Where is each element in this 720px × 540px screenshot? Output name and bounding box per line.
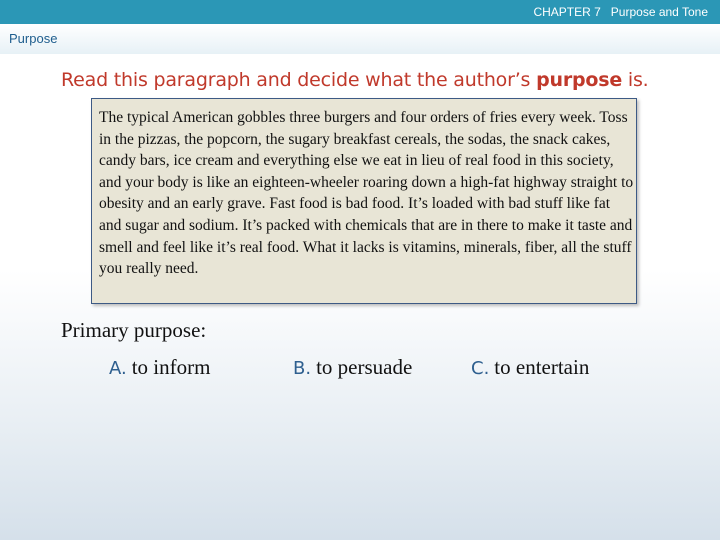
chapter-title: CHAPTER 7 Purpose and Tone bbox=[533, 5, 708, 19]
heading-suffix: is. bbox=[622, 69, 649, 91]
option-a-text: to inform bbox=[131, 355, 211, 379]
passage-text: The typical American gobbles three burgers and four orders of fries every week. Toss in the pizzas, the popcorn, the sugary breakfast cereals, the sodas, the snack cakes, candy bars, ice cream and everything else we eat in lieu of real food in this society, and your body is like an eighteen-wheeler roaring down a high-fat highway straight to obesity and an early grave. Fast food is bad food. It’s loaded with bad stuff like fat and sugar and sodium. It’s packed with chemicals that are in there to make it taste and smell and feel like it’s real food. What it lacks is vitamins, minerals, fiber, all the stuff you really need. bbox=[99, 109, 634, 278]
option-c-text: to entertain bbox=[494, 355, 590, 379]
section-bar bbox=[0, 24, 720, 54]
option-a[interactable] bbox=[109, 355, 210, 380]
option-b[interactable] bbox=[293, 355, 412, 380]
question-label: Primary purpose: bbox=[61, 318, 207, 342]
section-label: Purpose bbox=[9, 31, 58, 46]
option-b-text: to persuade bbox=[316, 355, 413, 379]
option-b-letter: B. bbox=[293, 358, 312, 379]
option-c[interactable] bbox=[471, 355, 589, 380]
top-banner bbox=[0, 0, 720, 24]
passage-box bbox=[91, 98, 637, 304]
option-c-letter: C. bbox=[471, 358, 490, 379]
heading-prefix: Read this paragraph and decide what the author’s bbox=[61, 69, 537, 91]
option-a-letter: A. bbox=[109, 358, 127, 379]
heading-emphasis: purpose bbox=[536, 69, 623, 91]
slide-heading bbox=[61, 69, 649, 91]
